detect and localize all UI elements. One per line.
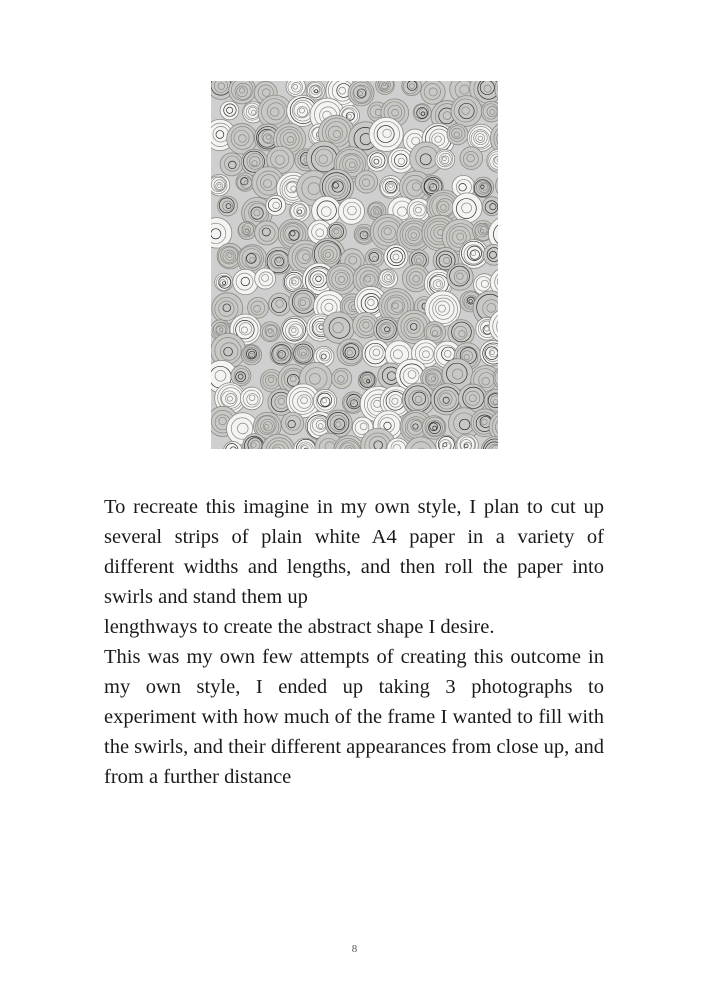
paper-swirl bbox=[286, 81, 305, 97]
paper-swirl bbox=[447, 124, 468, 145]
paper-swirl bbox=[374, 317, 399, 342]
paper-swirl bbox=[229, 81, 256, 104]
paper-swirl bbox=[231, 366, 251, 386]
paper-swirl bbox=[337, 339, 364, 366]
paper-swirl bbox=[452, 193, 482, 223]
paper-swirl bbox=[266, 195, 286, 215]
paper-swirl bbox=[269, 293, 292, 316]
paper-swirl bbox=[451, 96, 482, 127]
paper-swirl bbox=[241, 345, 261, 365]
paper-swirl bbox=[211, 174, 230, 196]
paper-swirl bbox=[260, 322, 280, 342]
paper-swirl bbox=[369, 117, 403, 151]
paper-swirl bbox=[378, 269, 397, 288]
paper-swirl bbox=[421, 81, 445, 104]
paper-swirl bbox=[218, 196, 238, 216]
paper-swirl bbox=[281, 412, 303, 434]
paper-swirl bbox=[270, 342, 293, 365]
paper-swirl bbox=[220, 153, 243, 176]
paper-swirl bbox=[379, 176, 402, 199]
paper-swirl bbox=[348, 81, 374, 106]
paper-swirl bbox=[255, 268, 276, 289]
paragraph-1: To recreate this imagine in my own style, I plan to cut up several strips of plain white A4 paper in a variety of different widths and lengths, and then roll the paper into swirls and stand them up bbox=[104, 496, 604, 608]
paper-swirl bbox=[220, 101, 239, 120]
paper-swirl bbox=[281, 317, 309, 345]
paper-swirl bbox=[233, 269, 258, 294]
paper-swirl bbox=[313, 389, 336, 412]
paper-swirl bbox=[240, 387, 263, 410]
paper-swirl bbox=[238, 221, 256, 239]
paper-swirl bbox=[473, 177, 493, 197]
paper-swirl bbox=[460, 147, 483, 170]
paper-swirl bbox=[435, 149, 455, 169]
paper-swirl bbox=[338, 198, 364, 224]
paper-swirl bbox=[215, 273, 233, 291]
paper-swirl bbox=[255, 221, 279, 245]
paper-swirl bbox=[332, 368, 352, 388]
paper-swirl bbox=[292, 342, 315, 365]
paper-swirl bbox=[447, 264, 473, 290]
paper-swirl bbox=[323, 312, 354, 343]
paragraph-2: lengthways to create the abstract shape I desire. bbox=[104, 616, 495, 638]
paper-swirl bbox=[355, 171, 377, 193]
paper-swirls-photo bbox=[211, 81, 498, 449]
paper-swirl bbox=[384, 245, 408, 269]
paper-swirl bbox=[367, 151, 387, 171]
paper-swirl bbox=[289, 288, 318, 317]
paper-swirl bbox=[290, 201, 310, 221]
page-number: 8 bbox=[351, 943, 358, 955]
paper-swirl bbox=[413, 104, 431, 122]
paper-swirls-image bbox=[211, 81, 498, 449]
paper-swirl bbox=[326, 264, 357, 295]
body-text bbox=[104, 492, 604, 792]
paragraph-3: This was my own few attempts of creating this outcome in my own style, I ended up taking 3 photographs to experiment with how much of the frame I wanted to fill with the swirls, and their different appearances from close up, and from a further distance bbox=[104, 646, 604, 788]
paper-swirl bbox=[481, 101, 498, 122]
paper-swirl bbox=[482, 197, 498, 216]
